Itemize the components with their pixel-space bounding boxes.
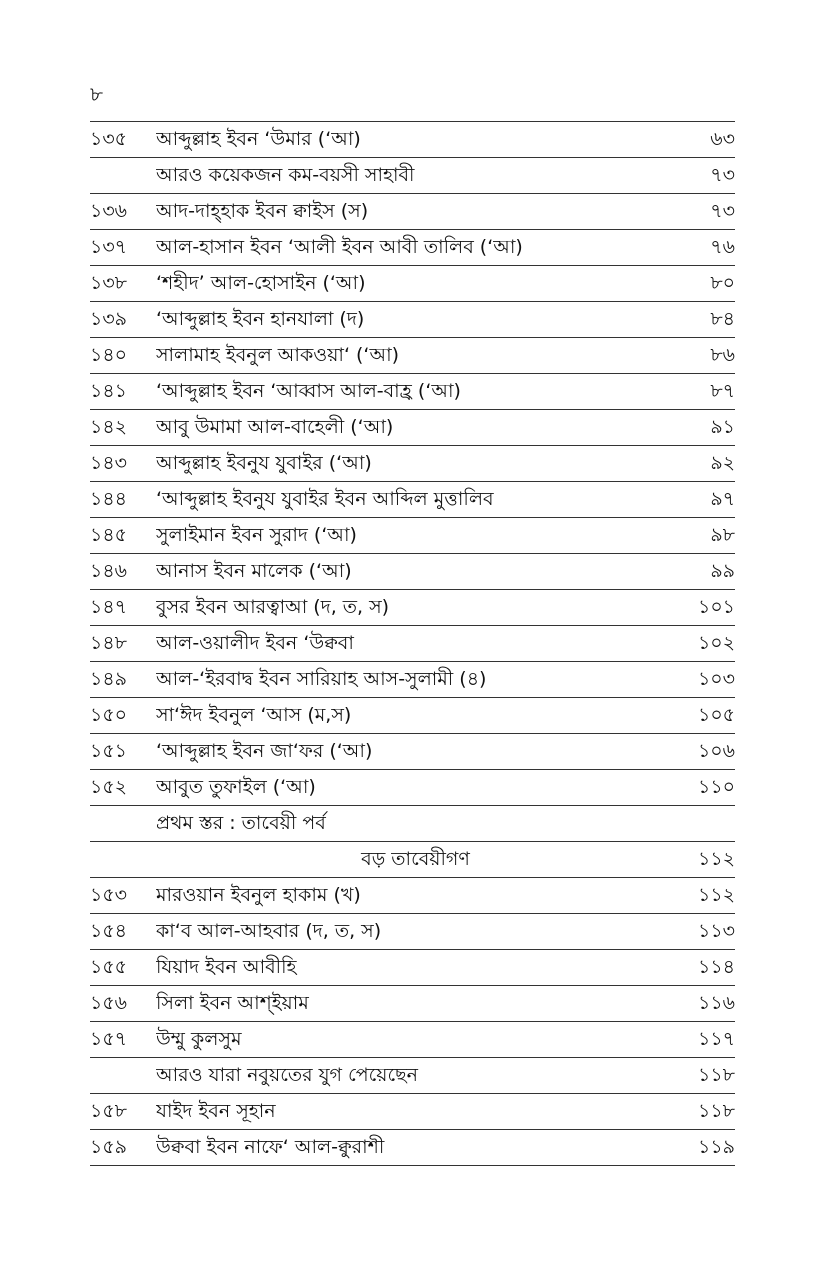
toc-row <box>90 230 735 266</box>
entry-title: উক্ববা ইবন নাফে‘ আল-ক্বুরাশী <box>156 1136 385 1158</box>
entry-page: ৯১ <box>710 416 735 438</box>
entry-title: সুলাইমান ইবন সুরাদ (‘আ) <box>156 524 357 546</box>
entry-number: ১৫৮ <box>90 1100 127 1122</box>
toc-row <box>90 1130 735 1166</box>
entry-number: ১৪৮ <box>90 632 127 654</box>
entry-page: ৯৭ <box>710 488 735 510</box>
entry-title: উম্মু কুলসুম <box>156 1028 242 1050</box>
entry-title: ‘শহীদ’ আল-হোসাইন (‘আ) <box>156 272 366 294</box>
entry-title: আরও যারা নবুয়তের যুগ পেয়েছেন <box>156 1064 418 1086</box>
toc-row <box>90 914 735 950</box>
entry-title: আল-ওয়ালীদ ইবন ‘উক্ববা <box>156 632 354 654</box>
toc-row <box>90 194 735 230</box>
entry-page: ১১০ <box>697 776 735 798</box>
entry-title: আবুত তুফাইল (‘আ) <box>156 776 316 798</box>
toc-row <box>90 410 735 446</box>
entry-page: ১১৮ <box>698 1064 735 1086</box>
toc-row <box>90 302 735 338</box>
entry-page: ১১৬ <box>697 992 735 1014</box>
entry-number: ১৫৬ <box>90 992 128 1014</box>
entry-page: ১১৩ <box>697 920 735 942</box>
toc-row <box>90 554 735 590</box>
entry-page: ৭৬ <box>710 236 735 258</box>
entry-number: ১৫১ <box>90 740 127 762</box>
toc-row <box>90 1058 735 1094</box>
entry-title: আনাস ইবন মালেক (‘আ) <box>156 560 352 582</box>
entry-page: ১১৭ <box>697 1028 735 1050</box>
toc-row <box>90 266 735 302</box>
toc-row <box>90 338 735 374</box>
entry-page: ১০৩ <box>697 668 735 690</box>
toc-section-heading <box>90 806 735 842</box>
entry-title: ‘আব্দুল্লাহ ইবনুয যুবাইর ইবন আব্দিল মুত্তালিব <box>156 488 494 510</box>
entry-number: ১৩৭ <box>90 236 128 258</box>
entry-page: ৯৮ <box>710 524 735 546</box>
entry-number: ১৪১ <box>90 380 127 402</box>
entry-page: ১০৫ <box>697 704 735 726</box>
entry-title: সালামাহ ইবনুল আকওয়া‘ (‘আ) <box>156 344 400 366</box>
toc-row <box>90 1094 735 1130</box>
toc-row <box>90 626 735 662</box>
entry-number: ১৪২ <box>90 416 128 438</box>
entry-page: ৭৩ <box>710 200 735 222</box>
toc-row <box>90 158 735 194</box>
toc-row <box>90 374 735 410</box>
entry-number: ১৫৯ <box>90 1136 127 1158</box>
entry-title: মারওয়ান ইবনুল হাকাম (খ) <box>156 884 361 906</box>
toc-row <box>90 482 735 518</box>
entry-number: ১৩৮ <box>90 272 128 294</box>
entry-page: ১১৮ <box>698 1100 735 1122</box>
entry-title: সিলা ইবন আশ্ইয়াম <box>156 992 309 1014</box>
entry-number: ১৪৬ <box>90 560 128 582</box>
entry-number: ১৫৫ <box>90 956 127 978</box>
entry-page: ১১২ <box>697 884 735 906</box>
toc-row <box>90 1022 735 1058</box>
toc-row <box>90 446 735 482</box>
entry-number: ১৫৩ <box>90 884 128 906</box>
entry-number: ১৩৫ <box>90 128 128 150</box>
toc-row <box>90 950 735 986</box>
entry-page: ৮০ <box>710 272 735 294</box>
entry-title: যাইদ ইবন সূহান <box>156 1100 276 1122</box>
subsection-heading-title: বড় তাবেয়ীগণ <box>361 848 470 870</box>
toc-row <box>90 698 735 734</box>
entry-page: ৬৩ <box>710 128 735 150</box>
entry-title: ‘আব্দুল্লাহ ইবন ‘আব্বাস আল-বাহ্র (‘আ) <box>156 380 461 402</box>
toc-row <box>90 122 735 158</box>
entry-number: ১৪৪ <box>90 488 127 510</box>
toc-row <box>90 986 735 1022</box>
toc-subsection-heading <box>90 842 735 878</box>
entry-page: ৮৬ <box>710 344 735 366</box>
entry-page: ৮৭ <box>710 380 735 402</box>
section-heading-title: প্রথম স্তর : তাবেয়ী পর্ব <box>156 812 326 834</box>
toc-row <box>90 770 735 806</box>
toc-row <box>90 518 735 554</box>
entry-number: ১৪৯ <box>90 668 127 690</box>
toc-row <box>90 662 735 698</box>
page-number: ৮ <box>90 82 103 106</box>
entry-number: ১৫৭ <box>90 1028 128 1050</box>
entry-page: ১০১ <box>697 596 735 618</box>
entry-title: বুসর ইবন আরত্বাআ (দ, ত, স) <box>156 596 390 618</box>
entry-number: ১৩৬ <box>90 200 128 222</box>
entry-page: ১১৪ <box>698 956 735 978</box>
entry-page: ১০২ <box>697 632 735 654</box>
entry-number: ১৫০ <box>90 704 128 726</box>
entry-title: ‘আব্দুল্লাহ ইবন জা‘ফর (‘আ) <box>156 740 373 762</box>
entry-title: আবু উমামা আল-বাহেলী (‘আ) <box>156 416 394 438</box>
entry-number: ১৪৭ <box>90 596 128 618</box>
entry-number: ১৪৫ <box>90 524 127 546</box>
entry-number: ১৩৯ <box>90 308 128 330</box>
entry-title: আদ-দাহ্হাক ইবন ক্বাইস (স) <box>156 200 369 222</box>
toc-row <box>90 590 735 626</box>
entry-title: আরও কয়েকজন কম-বয়সী সাহাবী <box>156 164 415 186</box>
entry-page: ৮৪ <box>710 308 735 330</box>
entry-page: ৯৯ <box>710 560 735 582</box>
entry-page: ১১২ <box>697 848 735 870</box>
entry-number: ১৪৩ <box>90 452 128 474</box>
entry-page: ১০৬ <box>697 740 735 762</box>
entry-title: আল-হাসান ইবন ‘আলী ইবন আবী তালিব (‘আ) <box>156 236 523 258</box>
toc-row <box>90 734 735 770</box>
entry-title: ‘আব্দুল্লাহ ইবন হানযালা (দ) <box>156 308 365 330</box>
entry-number: ১৫৪ <box>90 920 127 942</box>
toc-row <box>90 878 735 914</box>
entry-number: ১৪০ <box>90 344 128 366</box>
entry-title: যিয়াদ ইবন আবীহি <box>156 956 297 978</box>
table-of-contents <box>90 121 735 1166</box>
entry-number: ১৫২ <box>90 776 128 798</box>
entry-title: আব্দুল্লাহ ইবন ‘উমার (‘আ) <box>156 128 361 150</box>
entry-title: কা‘ব আল-আহবার (দ, ত, স) <box>156 920 382 942</box>
entry-page: ৯২ <box>710 452 735 474</box>
entry-page: ১১৯ <box>698 1136 735 1158</box>
entry-title: আল-‘ইরবাদ্ব ইবন সারিয়াহ আস-সুলামী (৪) <box>156 668 487 690</box>
entry-page: ৭৩ <box>710 164 735 186</box>
entry-title: সা‘ঈদ ইবনুল ‘আস (ম,স) <box>156 704 352 726</box>
entry-title: আব্দুল্লাহ ইবনুয যুবাইর (‘আ) <box>156 452 372 474</box>
